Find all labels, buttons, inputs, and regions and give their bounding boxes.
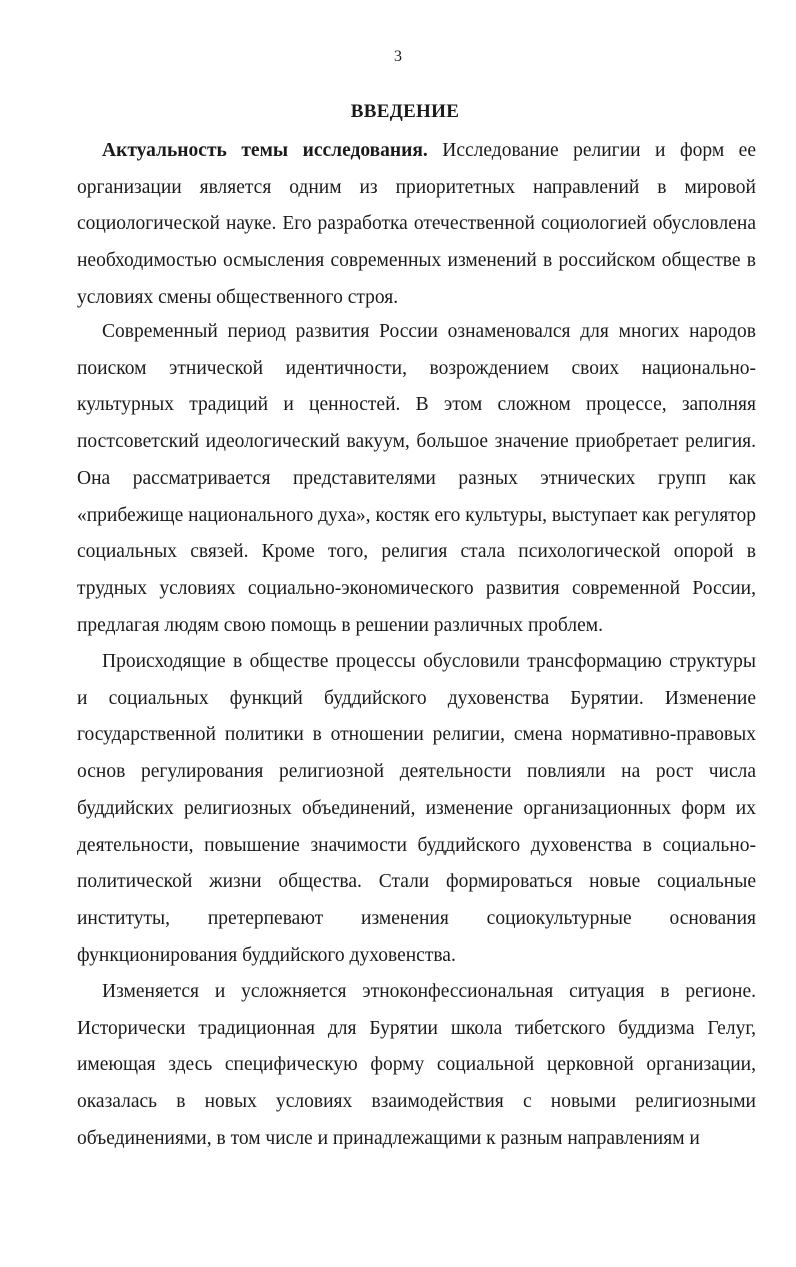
section-heading: ВВЕДЕНИЕ xyxy=(350,101,460,122)
page-number: 3 xyxy=(394,48,402,65)
paragraph-processes xyxy=(77,644,756,974)
paragraph-text: Исследование религии и форм ее организации является одним из приоритетных направлений в мировой социологической науке. Его разработка отечественной социологией обусловлена необходимостью осмысления современных изменений в российском обществе в условиях смены общественного строя. xyxy=(77,140,756,308)
paragraph: Изменяется и усложняется этноконфессиональная ситуация в регионе. Исторически традиционная для Бурятии школа тибетского буддизма Гелуг, имеющая здесь специфическую форму социальной церковной организации, оказалась в новых условиях взаимодействия с новыми религиозными объединениями, в том числе и принадлежащими к разным направлениям и xyxy=(77,981,756,1149)
paragraph: Происходящие в обществе процессы обусловили трансформацию структуры и социальных функций буддийского духовенства Бурятии. Изменение государственной политики в отношении религии, смена нормативно-правовых основ регулирования религиозной деятельности повлияли на рост числа буддийских религиозных объединений, изменение организационных форм их деятельности, повышение значимости буддийского духовенства в социально-политической жизни общества. Стали формироваться новые социальные институты, претерпевают изменения социокультурные основания функционирования буддийского духовенства. xyxy=(77,651,756,966)
paragraph-modern-period xyxy=(77,314,756,644)
paragraph: Современный период развития России ознаменовался для многих народов поиском этнической идентичности, возрождением своих национально-культурных традиций и ценностей. В этом сложном процессе, заполняя постсоветский идеологический вакуум, большое значение приобретает религия. Она рассматривается представителями разных этнических групп как «прибежище национального духа», костяк его культуры, выступает как регулятор социальных связей. Кроме того, религия стала психологической опорой в трудных условиях социально-экономического развития современной России, предлагая людям свою помощь в решении различных проблем. xyxy=(77,321,756,636)
paragraph-lead: Актуальность темы исследования. xyxy=(102,140,428,161)
paragraph-ethno-confessional xyxy=(77,974,756,1158)
paragraph-relevance xyxy=(77,133,756,317)
paragraph xyxy=(77,133,756,317)
